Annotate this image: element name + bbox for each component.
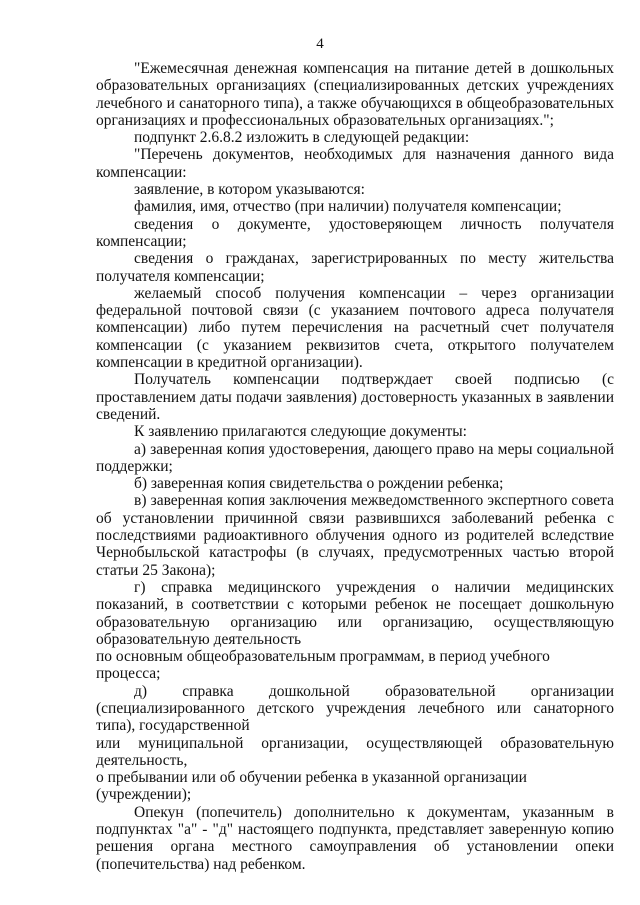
paragraph: фамилия, имя, отчество (при наличии) получателя компенсации; xyxy=(134,198,562,216)
document-body xyxy=(96,60,614,873)
paragraph: "Ежемесячная денежная компенсация на питание детей в дошкольных образовательных организациях (специализированных детских учреждениях лечебного и санаторного типа), а также обучающихся в общеобразовательных организациях и профессиональных образовательных организациях."; xyxy=(96,60,614,129)
list-item: г) справка медицинского учреждения о наличии медицинских показаний, в соответствии с которыми ребенок не посещает дошкольную образовательную организацию или организацию, осуществляющую образовательную деятельность xyxy=(96,578,614,648)
paragraph: Опекун (попечитель) дополнительно к документам, указанным в подпунктах "а" - "д" настоящего подпункта, представляет заверенную копию решения органа местного самоуправления об установлении опеки (попечительства) над ребенком. xyxy=(96,803,614,873)
paragraph: Получатель компенсации подтверждает своей подписью (с проставлением даты подачи заявления) достоверность указанных в заявлении сведений. xyxy=(96,371,614,423)
paragraph: К заявлению прилагаются следующие документы: xyxy=(134,423,467,441)
list-item-continuation: о пребывании или об обучении ребенка в указанной организации (учреждении); xyxy=(96,769,527,804)
list-item: д) справка дошкольной образовательной организации (специализированного детского учреждения лечебного или санаторного типа), государственной xyxy=(96,682,614,735)
list-item-continuation: или муниципальной организации, осуществляющей образовательную деятельность, xyxy=(96,734,614,769)
paragraph: подпункт 2.6.8.2 изложить в следующей редакции: xyxy=(134,129,470,147)
list-item-continuation: по основным общеобразовательным программам, в период учебного процесса; xyxy=(96,648,550,683)
paragraph: "Перечень документов, необходимых для назначения данного вида компенсации: xyxy=(96,146,614,181)
paragraph: заявление, в котором указываются: xyxy=(134,181,365,199)
list-item: б) заверенная копия свидетельства о рождении ребенка; xyxy=(134,475,504,493)
paragraph: сведения о гражданах, зарегистрированных по месту жительства получателя компенсации; xyxy=(96,250,614,285)
list-item: а) заверенная копия удостоверения, дающего право на меры социальной поддержки; xyxy=(96,440,614,475)
list-item: в) заверенная копия заключения межведомственного экспертного совета об установлении причинной связи развившихся заболеваний ребенка с последствиями радиоактивного облучения одного из родителей вследствие Чернобыльской катастрофы (в случаях, предусмотренных частью второй статьи 25 Закона); xyxy=(96,492,614,579)
paragraph: сведения о документе, удостоверяющем личность получателя компенсации; xyxy=(96,215,614,250)
page-number: 4 xyxy=(316,36,324,52)
paragraph: желаемый способ получения компенсации – через организации федеральной почтовой связи (с указанием почтового адреса получателя компенсации) либо путем перечисления на расчетный счет получателя компенсации (с указанием реквизитов счета, открытого получателем компенсации в кредитной организации). xyxy=(96,284,614,372)
